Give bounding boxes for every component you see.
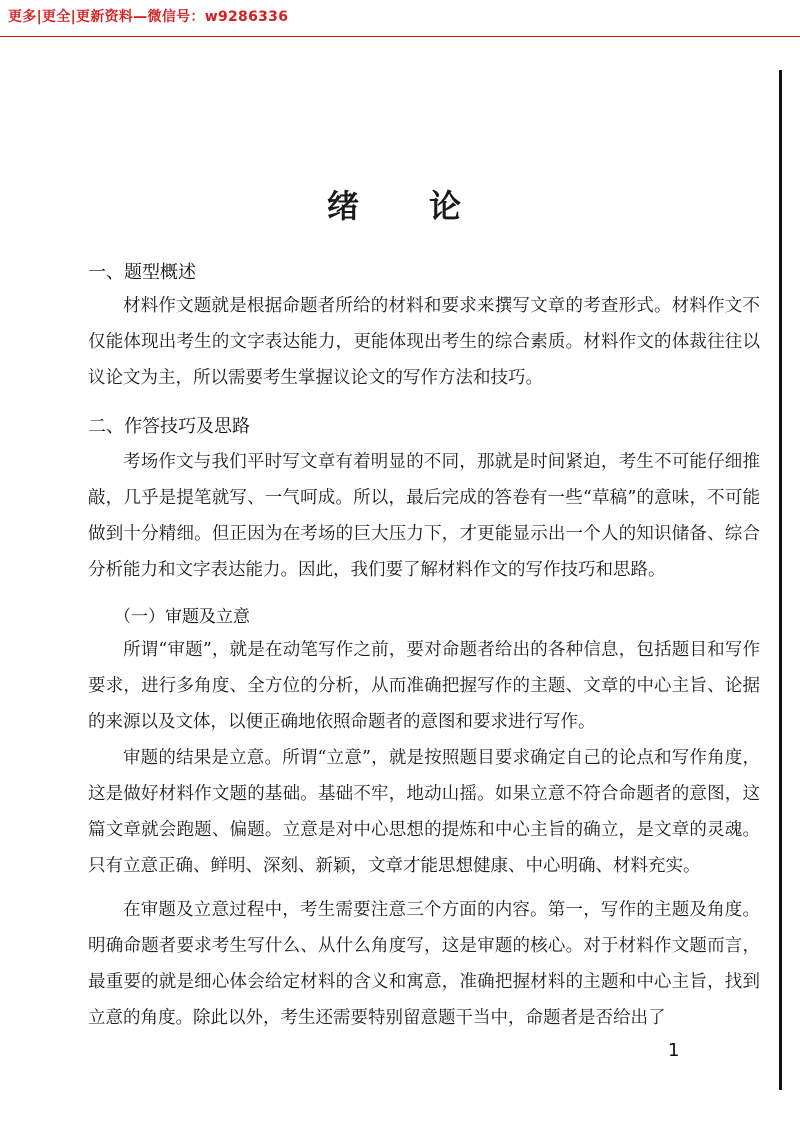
section-heading-overview: 一、题型概述: [88, 262, 196, 283]
paragraph-review-3: 在审题及立意过程中，考生需要注意三个方面的内容。第一，写作的主题及角度。明确命题者要求考生写什么、从什么角度写，这是审题的核心。对于材料作文题而言，最重要的就是细心体会给定材料的含义和寓意，准确把握材料的主题和中心主旨，找到立意的角度。除此以外，考生还需要特别留意题干当中，命题者是否给出了: [88, 900, 760, 1028]
page-title: 绪 论: [326, 187, 463, 226]
section-heading-techniques: 二、作答技巧及思路: [88, 416, 250, 437]
paragraph-techniques: 考场作文与我们平时写文章有着明显的不同，那就是时间紧迫，考生不可能仔细推敲，几乎是提笔就写、一气呵成。所以，最后完成的答卷有一些“草稿”的意味，不可能做到十分精细。但正因为在考场的巨大压力下，才更能显示出一个人的知识储备、综合分析能力和文字表达能力。因此，我们要了解材料作文的写作技巧和思路。: [88, 452, 760, 580]
subsection-heading-review: （一）审题及立意: [114, 607, 250, 627]
paragraph-review-1: 所谓“审题”，就是在动笔写作之前，要对命题者给出的各种信息，包括题目和写作要求，进行多角度、全方位的分析，从而准确把握写作的主题、文章的中心主旨、论据的来源以及文体，以便正确地依照命题者的意图和要求进行写作。: [88, 640, 760, 732]
page-number: 1: [668, 1040, 680, 1061]
paragraph-overview: 材料作文题就是根据命题者所给的材料和要求来撰写文章的考查形式。材料作文不仅能体现出考生的文字表达能力，更能体现出考生的综合素质。材料作文的体裁往往以议论文为主，所以需要考生掌握议论文的写作方法和技巧。: [88, 296, 760, 388]
watermark-text: 更多|更全|更新资料—微信号：w9286336: [8, 9, 289, 25]
paragraph-review-2: 审题的结果是立意。所谓“立意”，就是按照题目要求确定自己的论点和写作角度，这是做好材料作文题的基础。基础不牢，地动山摇。如果立意不符合命题者的意图，这篇文章就会跑题、偏题。立意是对中心思想的提炼和中心主旨的确立，是文章的灵魂。只有立意正确、鲜明、深刻、新颖，文章才能思想健康、中心明确、材料充实。: [88, 748, 760, 876]
header-divider: [0, 36, 800, 37]
